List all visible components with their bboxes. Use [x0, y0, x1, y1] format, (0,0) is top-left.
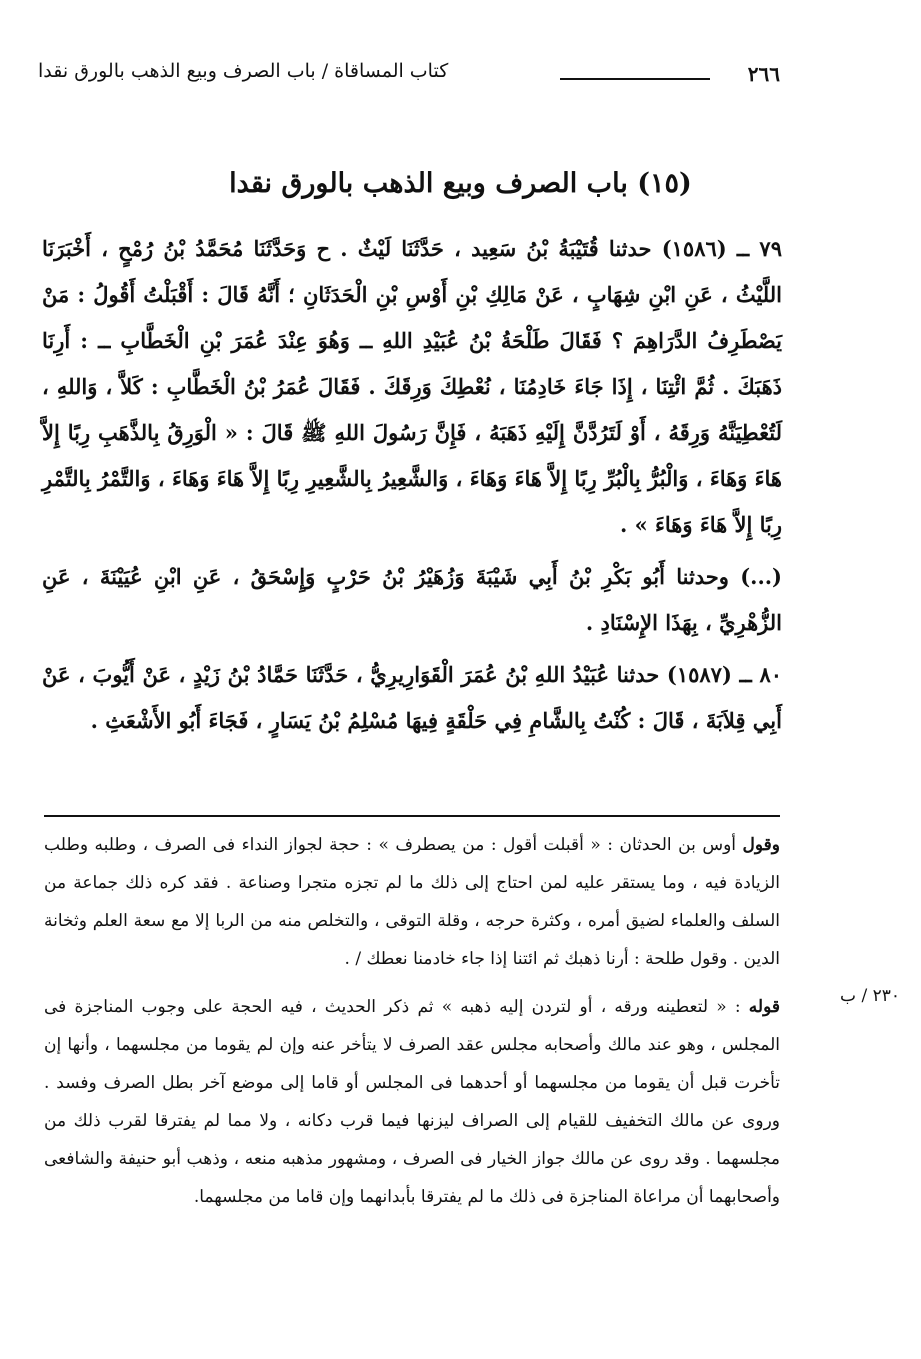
page-number: ٢٦٦	[747, 62, 780, 86]
header-rule	[560, 78, 710, 80]
commentary	[44, 826, 780, 1216]
footnote-divider	[44, 815, 780, 817]
hadith-paragraph-79: ٧٩ ــ (١٥٨٦) حدثنا قُتَيْبَةُ بْنُ سَعِيد ، حَدَّثَنَا لَيْثٌ . ح وَحَدَّثَنَا مُحَمَّدُ بْنُ رُمْحٍ ، أَخْبَرَنَا اللَّيْثُ ، عَنِ ابْنِ شِهَابٍ ، عَنْ مَالِكِ بْنِ أَوْسِ بْنِ الْحَدَثَانِ ؛ أَنَّهُ قَالَ : أَقْبَلْتُ أَقُولُ : مَنْ يَصْطَرِفُ الدَّرَاهِمَ ؟ فَقَالَ طَلْحَةُ بْنُ عُبَيْدِ اللهِ ــ وَهُوَ عِنْدَ عُمَرَ بْنِ الْخَطَّابِ ــ : أَرِنَا ذَهَبَكَ . ثُمَّ ائْتِنَا ، إِذَا جَاءَ خَادِمُنَا ، نُعْطِكَ وَرِقَكَ . فَقَالَ عُمَرُ بْنُ الْخَطَّابِ : كَلاَّ ، وَاللهِ ، لَتُعْطِيَنَّهُ وَرِقَهُ ، أَوْ لَتَرُدَّنَّ إِلَيْهِ ذَهَبَهُ ، فَإِنَّ رَسُولَ اللهِ ﷺ قَالَ : « الْوَرِقُ بِالذَّهَبِ رِبًا إِلاَّ هَاءَ وَهَاءَ ، وَالْبُرُّ بِالْبُرِّ رِبًا إِلاَّ هَاءَ وَهَاءَ ، وَالشَّعِيرُ بِالشَّعِيرِ رِبًا إِلاَّ هَاءَ وَهَاءَ ، وَالتَّمْرُ بِالتَّمْرِ رِبًا إِلاَّ هَاءَ وَهَاءَ » .	[42, 236, 782, 537]
manuscript-folio-note: ٢٣٠ / ب	[840, 986, 900, 1006]
commentary-text: : « لتعطينه ورقه ، أو لتردن إليه ذهبه » ثم ذكر الحديث ، فيه الحجة على وجوب المناجزة فى المجلس ، وهو عند مالك وأصحابه مجلس عقد الصرف لا يتأخر عنه وإن لم يقوما من مجلسهما ، وأنها إن تأخرت قبل أن يقوما من مجلسهما أو أحدهما فى المجلس أو قاما إلى موضع آخر بطل الصرف وفسد . وروى عن مالك التخفيف للقيام إلى الصراف ليزنها فيما قرب دكانه ، ولا مما لم يفترقا لقرب ذلك من مجلسهما . وقد روى عن مالك جواز الخيار فى الصرف ، ومشهور مذهبه منعه ، وذهب أبو حنيفة والشافعى وأصحابهما أن مراعاة المناجزة فى ذلك ما لم يفترقا بأبدانهما وإن قاما من مجلسهما.	[44, 997, 780, 1207]
running-header	[38, 54, 780, 94]
commentary-lead-word: قوله	[748, 997, 780, 1017]
commentary-paragraph	[44, 988, 780, 1216]
chapter-title: (١٥) باب الصرف وبيع الذهب بالورق نقدا	[229, 168, 692, 199]
commentary-text: أوس بن الحدثان : « أقبلت أقول : من يصطرف » : حجة لجواز النداء فى الصرف ، وطلبه وطلب الزيادة فيه ، وما يستقر عليه لمن احتاج إلى ذلك ما لم تجزه متجرا وصناعة . فقد كره ذلك جماعة من السلف والعلماء لضيق أمره ، وكثرة حرجه ، وقلة التوقى ، والتخلص منه من الربا إلا مع سعة العلم وثخانة الدين . وقول طلحة : أرنا ذهبك ثم ائتنا إذا جاء خادمنا نعطك / .	[44, 835, 780, 969]
running-header-title: كتاب المساقاة / باب الصرف وبيع الذهب بالورق نقدا	[38, 60, 449, 82]
commentary-paragraph	[44, 826, 780, 978]
commentary-lead-word: وقول	[742, 835, 780, 855]
hadith-paragraph-80: ٨٠ ــ (١٥٨٧) حدثنا عُبَيْدُ اللهِ بْنُ عُمَرَ الْقَوَارِيرِيُّ ، حَدَّثَنَا حَمَّادُ بْنُ زَيْدٍ ، عَنْ أَيُّوبَ ، عَنْ أَبِي قِلاَبَةَ ، قَالَ : كُنْتُ بِالشَّامِ فِي حَلْقَةٍ فِيهَا مُسْلِمُ بْنُ يَسَارٍ ، فَجَاءَ أَبُو الأَشْعَثِ .	[42, 662, 782, 733]
hadith-paragraph-isnad: (...) وحدثنا أَبُو بَكْرِ بْنُ أَبِي شَيْبَةَ وَزُهَيْرُ بْنُ حَرْبٍ وَإِسْحَقُ ، عَنِ ابْنِ عُيَيْنَةَ ، عَنِ الزُّهْرِيِّ ، بِهَذَا الإِسْنَادِ .	[42, 564, 782, 635]
hadith-text	[42, 226, 782, 744]
